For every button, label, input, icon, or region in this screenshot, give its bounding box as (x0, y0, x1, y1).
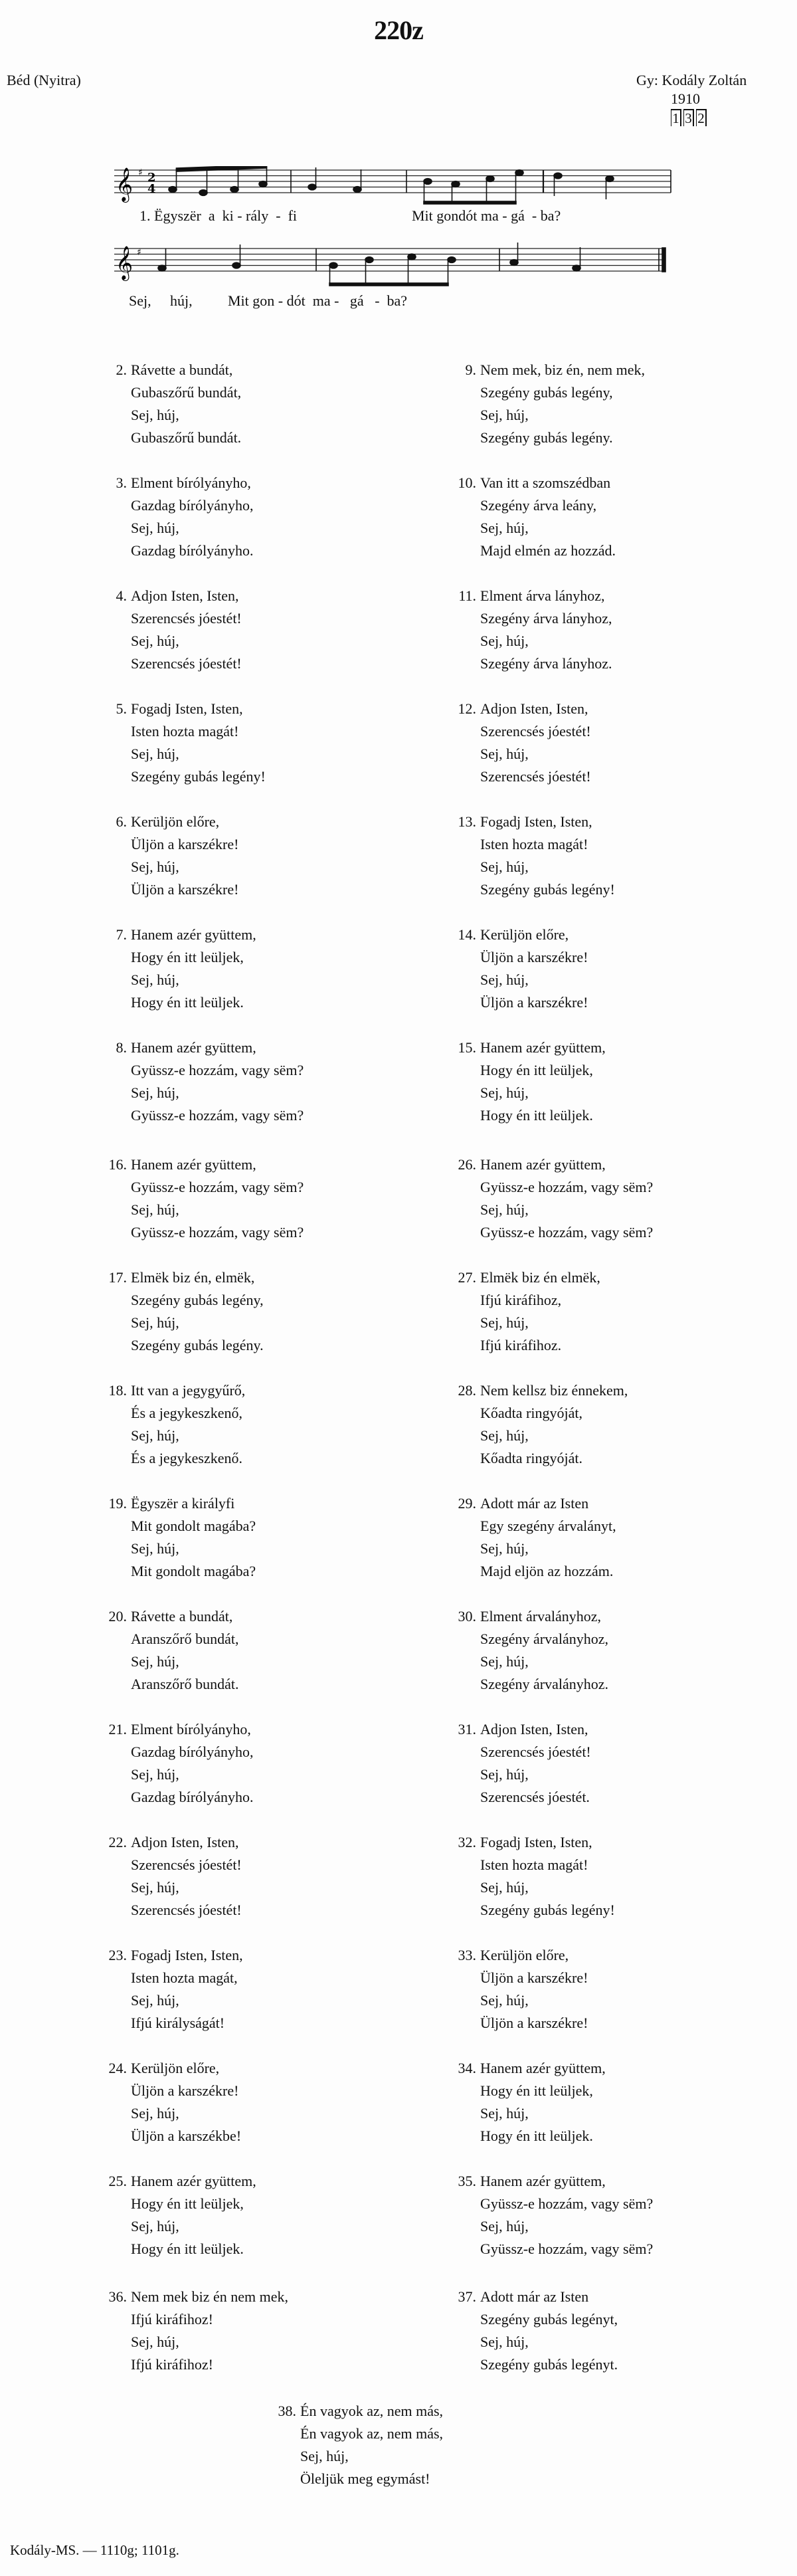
stanza-number: 20. (108, 1608, 127, 1625)
stanza-number: 24. (108, 2060, 127, 2076)
stanza-number: 29. (458, 1495, 476, 1512)
stanza (116, 585, 242, 675)
beam (329, 283, 448, 286)
stanza (108, 1718, 254, 1809)
stanza (108, 2286, 289, 2376)
stanza-line: Gyüssz-e hozzám, vagy sëm? (480, 2195, 654, 2212)
stanza-line: Hanem azér gyüttem, (480, 2173, 606, 2189)
stanza-line: Hanem azér gyüttem, (480, 1039, 606, 1056)
staff-2-lyrics-b: húj, (170, 292, 193, 309)
stanza-line: Gyüssz-e hozzám, vagy sëm? (480, 1179, 654, 1195)
note-head (259, 181, 267, 187)
note-head (486, 176, 494, 182)
stanza-number: 16. (108, 1156, 127, 1173)
stanza-line: Fogadj Isten, Isten, (480, 1834, 592, 1850)
stanza-line: Gyüssz-e hozzám, vagy sëm? (480, 1224, 654, 1240)
stanza-number: 36. (108, 2288, 127, 2305)
beam (424, 201, 516, 204)
stanza-line: Elment bírólyányho, (131, 1721, 251, 1737)
stanza-line: Sej, húj, (480, 1879, 529, 1896)
stanza-line: Szegény gubás legény! (480, 1902, 615, 1918)
stanza-line: Sej, húj, (480, 858, 529, 875)
note-head (353, 187, 361, 193)
stanza-line: Sej, húj, (480, 2218, 529, 2234)
stanza-line: Isten hozta magát! (131, 723, 239, 740)
stanza-line: Gubaszőrű bundát, (131, 384, 242, 401)
stanza-line: Kőadta ringyóját, (480, 1405, 582, 1421)
stanza (458, 472, 616, 562)
stanza (116, 811, 239, 901)
stanza-line: Fogadj Isten, Isten, (131, 700, 243, 717)
stanza-line: Sej, húj, (131, 1201, 179, 1218)
stanza-line: Adjon Isten, Isten, (131, 1834, 239, 1850)
stanza-number: 19. (108, 1495, 127, 1512)
staff-lines (114, 248, 665, 271)
stanza (465, 359, 646, 449)
stanza-line: Sej, húj, (131, 2333, 179, 2350)
stanza-line: Mit gondolt magába? (131, 1518, 256, 1534)
stanza (116, 359, 242, 449)
note-head (554, 173, 562, 179)
stanza-line: Ifjú kiráfihoz! (131, 2356, 213, 2373)
stanza-line: Gyüssz-e hozzám, vagy sëm? (131, 1062, 304, 1078)
stanza-number: 28. (458, 1382, 476, 1399)
stanza-number: 33. (458, 1947, 476, 1963)
stanza-line: Sej, húj, (300, 2448, 349, 2464)
stanza-line: Gazdag bírólyányho. (131, 542, 254, 559)
stanza-line: Nem mek biz én nem mek, (131, 2288, 289, 2305)
stanza-number: 18. (108, 1382, 127, 1399)
stanza-line: Szegény gubás legény. (131, 1337, 264, 1353)
stanza-line: És a jegykeszkenő, (131, 1405, 242, 1421)
stanza (458, 1605, 609, 1696)
stanza-line: Szegény árva leány, (480, 497, 597, 514)
stanza-line: Gubaszőrű bundát. (131, 429, 242, 446)
stanza-line: Elment bírólyányho, (131, 474, 251, 491)
stanza-number: 6. (116, 813, 127, 830)
stanza (458, 1037, 606, 1127)
note-head (606, 176, 614, 182)
stanza-line: Van itt a szomszédban (480, 474, 611, 491)
sharp-icon: ♯ (137, 247, 141, 258)
boxed-number: 1 (671, 109, 681, 126)
stanza-line: Hanem azér gyüttem, (131, 1156, 256, 1173)
stanza-line: Ëgyszër a királyfi (131, 1495, 235, 1512)
stanza-number: 27. (458, 1269, 476, 1286)
note-head (199, 190, 207, 196)
stanza-line: Adott már az Isten (480, 2288, 589, 2305)
stanza-line: Sej, húj, (480, 1540, 529, 1557)
stanza-line: Szerencsés jóestét! (131, 1902, 242, 1918)
stanza (458, 1492, 616, 1583)
collector-name: Gy: Kodály Zoltán (636, 72, 747, 88)
stanza-line: Üljön a karszékre! (131, 836, 239, 852)
stanza-line: Aranszőrő bundát. (131, 1676, 239, 1692)
stanza-number: 25. (108, 2173, 127, 2189)
stanza-line: Sej, húj, (131, 633, 179, 649)
stanza-line: Sej, húj, (480, 1201, 529, 1218)
note-head (408, 254, 416, 260)
stanza-line: Ifjú kiráfihoz. (480, 1337, 562, 1353)
stanza-line: Rávette a bundát, (131, 1608, 233, 1625)
stanza-line: Szegény gubás legény, (480, 384, 613, 401)
stanza-line: Elment árvalányhoz, (480, 1608, 602, 1625)
stanza-line: Szegény gubás legényt, (480, 2311, 618, 2328)
stanza (458, 1379, 628, 1470)
stanza-line: Szerencsés jóestét! (131, 655, 242, 672)
stanza-line: Rávette a bundát, (131, 361, 233, 378)
music-staff-2 (106, 241, 677, 294)
stanza-line: Szerencsés jóestét! (131, 610, 242, 627)
stanza-line: Hogy én itt leüljek, (131, 949, 244, 965)
stanza-line: Sej, húj, (131, 1879, 179, 1896)
stanza-line: Sej, húj, (131, 520, 179, 536)
beam (177, 166, 267, 171)
stanza-line: Hanem azér gyüttem, (480, 1156, 606, 1173)
stanza-line: Kerüljön előre, (480, 926, 569, 943)
stanza-number: 32. (458, 1834, 476, 1850)
stanza-line: Sej, húj, (131, 2218, 179, 2234)
boxed-number: 2 (696, 109, 707, 126)
stanza-line: Szerencsés jóestét! (480, 1743, 591, 1760)
stanza-line: Hanem azér gyüttem, (131, 1039, 256, 1056)
song-number-title: 220z (374, 15, 423, 45)
stanza-line: Sej, húj, (480, 633, 529, 649)
stanza (458, 924, 588, 1014)
boxed-numbers (671, 109, 707, 126)
stanza-line: Sej, húj, (131, 1540, 179, 1557)
stanza (108, 1153, 304, 1244)
stanza-line: Szerencsés jóestét! (480, 723, 591, 740)
stanza-line: Sej, húj, (480, 1766, 529, 1783)
stanza (116, 698, 266, 788)
stanza-line: Sej, húj, (131, 745, 179, 762)
note-head (329, 262, 337, 268)
stanza-line: Sej, húj, (131, 1992, 179, 2009)
stanza-number: 38. (278, 2403, 296, 2419)
stanza (458, 1718, 591, 1809)
stanza-line: Sej, húj, (480, 2333, 529, 2350)
stanza-line: Üljön a karszékre! (480, 994, 588, 1011)
stanza-line: Szegény árva lányhoz, (480, 610, 612, 627)
stanza-number: 14. (458, 926, 476, 943)
note-head (169, 187, 177, 193)
treble-clef-icon: 𝄞 (116, 246, 133, 280)
stanza (458, 811, 615, 901)
treble-clef-icon: 𝄞 (116, 167, 133, 201)
stanza-line: Fogadj Isten, Isten, (480, 813, 592, 830)
stanza-line: Gyüssz-e hozzám, vagy sëm? (131, 1107, 304, 1124)
stanza-line: Elmëk biz én, elmëk, (131, 1269, 255, 1286)
stanza-line: Sej, húj, (131, 1427, 179, 1444)
stanza (116, 472, 254, 562)
stanza-line: Adott már az Isten (480, 1495, 589, 1512)
stanza (458, 2057, 606, 2147)
stanza-number: 2. (116, 361, 127, 378)
time-signature-bottom: 4 (147, 182, 156, 196)
stanza-number: 5. (116, 700, 127, 717)
staff-2-lyrics-c: Mit gon - dót ma - gá - ba? (228, 292, 408, 309)
stanza-line: Adjon Isten, Isten, (480, 1721, 588, 1737)
stanza (458, 585, 612, 675)
stanza-line: Mit gondolt magába? (131, 1563, 256, 1579)
note-head (452, 181, 460, 187)
stanza-line: Hogy én itt leüljek. (480, 1107, 593, 1124)
note-head (230, 187, 238, 193)
stanza-line: Üljön a karszékbe! (131, 2128, 242, 2144)
stanza-line: Ifjú kiráfihoz, (480, 1292, 562, 1308)
stanza-line: Én vagyok az, nem más, (300, 2403, 444, 2419)
stanza-line: Szerencsés jóestét! (131, 1856, 242, 1873)
stanza-line: Szerencsés jóestét. (480, 1789, 590, 1805)
stanza-line: Sej, húj, (480, 971, 529, 988)
stanza-line: Nem kellsz biz énnekem, (480, 1382, 628, 1399)
stanza-number: 9. (465, 361, 476, 378)
note-head (424, 179, 432, 185)
stanza-number: 8. (116, 1039, 127, 1056)
stanza-line: Szegény árva lányhoz. (480, 655, 612, 672)
stanza-line: Sej, húj, (131, 1314, 179, 1331)
stanza-line: Adjon Isten, Isten, (480, 700, 588, 717)
stanza-line: Szerencsés jóestét! (480, 768, 591, 785)
stanza (108, 2057, 242, 2147)
stanza-line: Hanem azér gyüttem, (131, 926, 256, 943)
stanza-line: Hogy én itt leüljek. (131, 994, 244, 1011)
stanza-line: És a jegykeszkenő. (131, 1450, 242, 1466)
stanza-line: Én vagyok az, nem más, (300, 2425, 444, 2442)
stanza (116, 1037, 304, 1127)
stanza-line: Hogy én itt leüljek. (131, 2240, 244, 2257)
stanza (108, 1266, 264, 1357)
stanza (108, 1492, 256, 1583)
stanza-line: Sej, húj, (480, 1084, 529, 1101)
stanza-line: Kerüljön előre, (131, 2060, 220, 2076)
stanza-number: 34. (458, 2060, 476, 2076)
stanza-line: Gyüssz-e hozzám, vagy sëm? (131, 1179, 304, 1195)
stanza-line: Hanem azér gyüttem, (480, 2060, 606, 2076)
place-of-collection: Béd (Nyitra) (7, 72, 81, 88)
stanza-number: 30. (458, 1608, 476, 1625)
staff-lines (114, 170, 671, 193)
stanza-line: Szegény gubás legény! (480, 881, 615, 898)
stanza-line: Adjon Isten, Isten, (131, 587, 239, 604)
stanza-line: Isten hozta magát, (131, 1969, 238, 1986)
stanza-line: Sej, húj, (480, 1314, 529, 1331)
stanza-line: Sej, húj, (131, 1084, 179, 1101)
stanza-line: Hanem azér gyüttem, (131, 2173, 256, 2189)
stanza (108, 1944, 243, 2034)
stanza (458, 1153, 654, 1244)
stanza-line: Szegény gubás legény, (131, 1292, 264, 1308)
stanza-line: Sej, húj, (480, 520, 529, 536)
stanza-number: 23. (108, 1947, 127, 1963)
stanza-number: 15. (458, 1039, 476, 1056)
stanza-line: Sej, húj, (131, 858, 179, 875)
stanza-line: Aranszőrő bundát, (131, 1631, 239, 1647)
stanza-number: 22. (108, 1834, 127, 1850)
stanza-line: Itt van a jegygyűrő, (131, 1382, 246, 1399)
stanza-line: Elment árva lányhoz, (480, 587, 605, 604)
stanza-line: Elmëk biz én elmëk, (480, 1269, 600, 1286)
sharp-icon: ♯ (138, 167, 143, 178)
stanza-line: Sej, húj, (480, 1992, 529, 2009)
stanza-line: Sej, húj, (131, 1653, 179, 1670)
stanza-line: Szegény gubás legény! (131, 768, 266, 785)
stanza-number: 13. (458, 813, 476, 830)
stanza (458, 1944, 588, 2034)
stanza-number: 10. (458, 474, 476, 491)
stanza-line: Üljön a karszékre! (480, 2015, 588, 2031)
stanza-line: Sej, húj, (131, 2105, 179, 2122)
source-footnote: Kodály-MS. — 1110g; 1101g. (10, 2542, 179, 2558)
note-head (158, 265, 166, 271)
stanza (108, 1605, 239, 1696)
stanza-line: Sej, húj, (480, 1653, 529, 1670)
stanza-line: Gazdag bírólyányho, (131, 497, 254, 514)
stanza-line: Sej, húj, (480, 1427, 529, 1444)
note-head (365, 257, 373, 263)
stanza-line: Szegény gubás legényt. (480, 2356, 618, 2373)
stanza-number: 12. (458, 700, 476, 717)
stanza-line: Gazdag bírólyányho, (131, 1743, 254, 1760)
stanza-line: Sej, húj, (480, 745, 529, 762)
stanza-number: 35. (458, 2173, 476, 2189)
stanza-number: 31. (458, 1721, 476, 1737)
stanza-line: Hogy én itt leüljek. (480, 2128, 593, 2144)
stanza (458, 1831, 615, 1922)
stanza-line: Kerüljön előre, (131, 813, 220, 830)
stanza (458, 1266, 600, 1357)
staff-1-lyrics-b: Mit gondót ma - gá - ba? (412, 207, 561, 224)
stanza-number: 26. (458, 1156, 476, 1173)
stanza-line: Gazdag bírólyányho. (131, 1789, 254, 1805)
stanza-line: Kőadta ringyóját. (480, 1450, 582, 1466)
stanza (108, 2170, 256, 2260)
stanza (116, 924, 256, 1014)
stanza-line: Sej, húj, (131, 1766, 179, 1783)
collection-year: 1910 (671, 90, 700, 107)
stanza-line: Szegény gubás legény. (480, 429, 613, 446)
stanza (278, 2400, 444, 2490)
stanza-line: Isten hozta magát! (480, 1856, 588, 1873)
stanza-line: Gyüssz-e hozzám, vagy sëm? (131, 1224, 304, 1240)
stanza-number: 4. (116, 587, 127, 604)
stanza (458, 698, 591, 788)
stanza-line: Szegény árvalányhoz, (480, 1631, 609, 1647)
note-head (308, 184, 316, 190)
staff-1-lyrics-a: 1. Ëgyszër a ki - rály - fi (139, 207, 298, 224)
stanza-line: Üljön a karszékre! (480, 1969, 588, 1986)
stanza-line: Sej, húj, (480, 407, 529, 423)
stanza-line: Majd eljön az hozzám. (480, 1563, 614, 1579)
stanza-line: Gyüssz-e hozzám, vagy sëm? (480, 2240, 654, 2257)
note-head (510, 260, 518, 266)
stanza-line: Nem mek, biz én, nem mek, (480, 361, 646, 378)
stanza-line: Üljön a karszékre! (131, 2082, 239, 2099)
stanza (458, 2286, 618, 2376)
stanza-number: 11. (458, 587, 476, 604)
stanza-line: Ifjú királyságát! (131, 2015, 225, 2031)
final-bar-line (662, 248, 665, 272)
stanza-line: Öleljük meg egymást! (300, 2470, 430, 2487)
stanza (108, 1379, 246, 1470)
stanza-number: 37. (458, 2288, 476, 2305)
stanza-number: 3. (116, 474, 127, 491)
stanza-line: Majd elmén az hozzád. (480, 542, 616, 559)
stanza (458, 2170, 654, 2260)
stanza-line: Sej, húj, (131, 971, 179, 988)
staff-2-lyrics-a: Sej, (129, 292, 151, 309)
stanza (108, 1831, 242, 1922)
stanza-line: Isten hozta magát! (480, 836, 588, 852)
time-signature-top: 2 (147, 171, 156, 185)
stanza-line: Hogy én itt leüljek, (131, 2195, 244, 2212)
boxed-number: 3 (683, 109, 694, 126)
note-head (448, 257, 456, 263)
note-head (515, 170, 523, 176)
note-head (232, 262, 240, 268)
stanza-number: 17. (108, 1269, 127, 1286)
stanza-line: Üljön a karszékre! (131, 881, 239, 898)
stanza-line: Hogy én itt leüljek, (480, 2082, 593, 2099)
stanza-number: 21. (108, 1721, 127, 1737)
stanza-line: Fogadj Isten, Isten, (131, 1947, 243, 1963)
stanza-line: Egy szegény árvalányt, (480, 1518, 616, 1534)
stanza-line: Sej, húj, (131, 407, 179, 423)
stanza-line: Sej, húj, (480, 2105, 529, 2122)
stanza-line: Ifjú kiráfihoz! (131, 2311, 213, 2328)
stanza-number: 7. (116, 926, 127, 943)
note-head (573, 265, 580, 271)
stanza-line: Kerüljön előre, (480, 1947, 569, 1963)
stanza-line: Üljön a karszékre! (480, 949, 588, 965)
stanza-line: Szegény árvalányhoz. (480, 1676, 609, 1692)
stanza-line: Hogy én itt leüljek, (480, 1062, 593, 1078)
